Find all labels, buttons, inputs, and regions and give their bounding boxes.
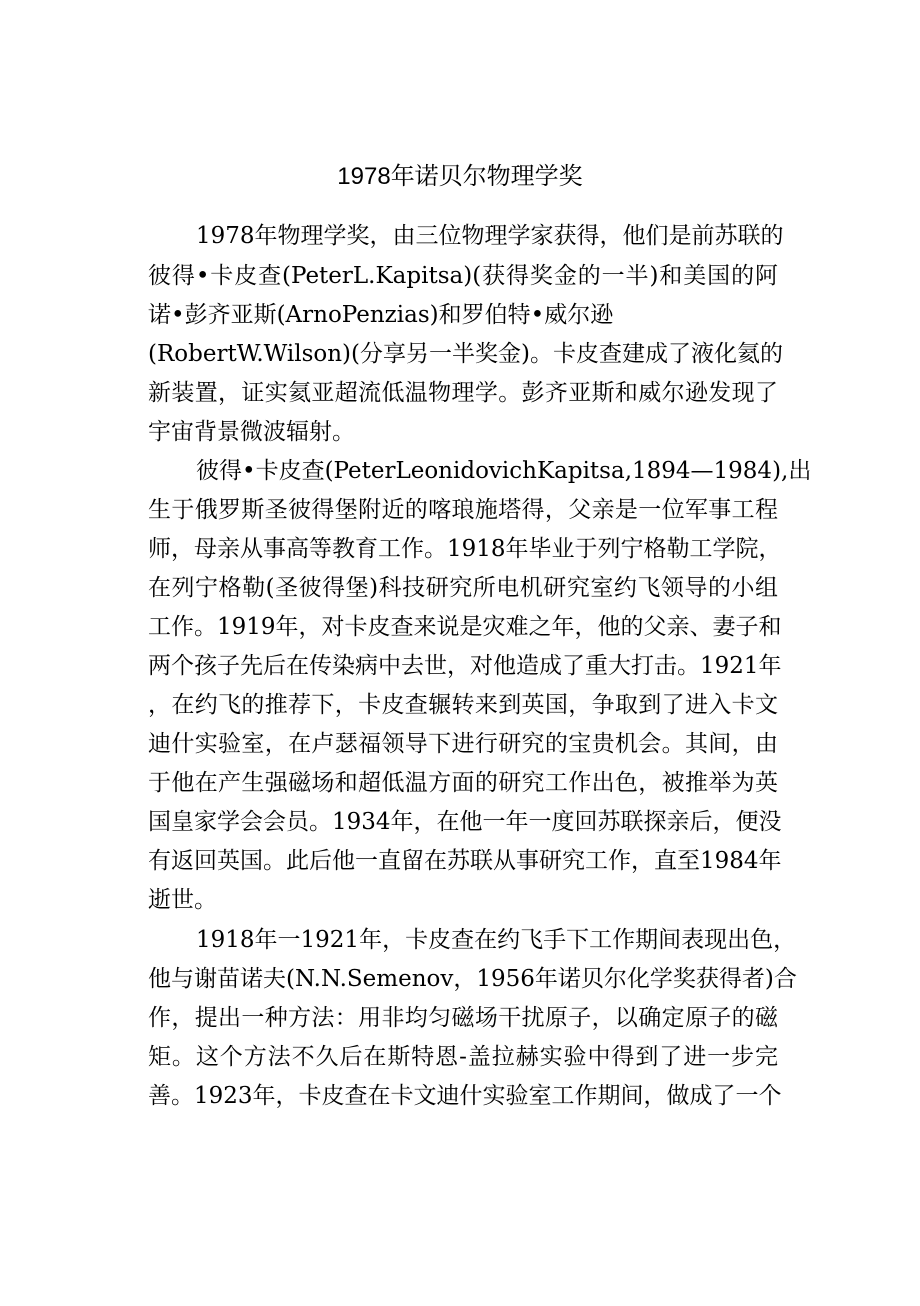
paragraph-3-line-4: 矩。这个方法不久后在斯特恩-盖拉赫实验中得到了进一步完 (148, 1044, 778, 1070)
paragraph-2-line-4: 在列宁格勒(圣彼得堡)科技研究所电机研究室约飞领导的小组 (148, 575, 778, 601)
paragraph-2-line-10: 国皇家学会会员。1934年，在他一年一度回苏联探亲后，便没 (148, 809, 782, 835)
paragraph-1-line-6: 宇宙背景微波辐射。 (148, 419, 355, 445)
paragraph-2-line-7: ，在约飞的推荐下，卡皮查辗转来到英国，争取到了进入卡文 (148, 692, 778, 718)
paragraph-3-line-2: 他与谢苗诺夫(N.N.Semenov，1956年诺贝尔化学奖获得者)合 (148, 966, 797, 992)
paragraph-3-line-1: 1918年一1921年，卡皮查在约飞手下工作期间表现出色， (196, 927, 797, 953)
document-title: 1978年诺贝尔物理学奖 (337, 163, 583, 190)
paragraph-2-line-9: 于他在产生强磁场和超低温方面的研究工作出色，被推举为英 (148, 770, 778, 796)
paragraph-1-line-1: 1978年物理学奖，由三位物理学家获得，他们是前苏联的 (196, 223, 784, 249)
paragraph-2-line-1: 彼得•卡皮查(PeterLeonidovichKapitsa,1894—1984),出 (196, 458, 812, 484)
paragraph-1-line-5: 新装置，证实氦亚超流低温物理学。彭齐亚斯和威尔逊发现了 (148, 380, 778, 406)
paragraph-1-line-3: 诺•彭齐亚斯(ArnoPenzias)和罗伯特•威尔逊 (148, 302, 614, 328)
paragraph-2-line-2: 生于俄罗斯圣彼得堡附近的喀琅施塔得，父亲是一位军事工程 (148, 497, 778, 523)
paragraph-2-line-6: 两个孩子先后在传染病中去世，对他造成了重大打击。1921年 (148, 653, 782, 679)
paragraph-1-line-4: (RobertW.Wilson)(分享另一半奖金)。卡皮查建成了液化氦的 (148, 341, 783, 367)
paragraph-2-line-11: 有返回英国。此后他一直留在苏联从事研究工作，直至1984年 (148, 848, 782, 874)
paragraph-2-line-3: 师，母亲从事高等教育工作。1918年毕业于列宁格勒工学院， (148, 536, 782, 562)
paragraph-2-line-5: 工作。1919年，对卡皮查来说是灾难之年，他的父亲、妻子和 (148, 614, 782, 640)
paragraph-3-line-5: 善。1923年，卡皮查在卡文迪什实验室工作期间，做成了一个 (148, 1083, 782, 1109)
paragraph-3-line-3: 作，提出一种方法：用非均匀磁场干扰原子，以确定原子的磁 (148, 1005, 778, 1031)
paragraph-2-line-12: 逝世。 (148, 887, 217, 913)
paragraph-1-line-2: 彼得•卡皮查(PeterL.Kapitsa)(获得奖金的一半)和美国的阿 (148, 263, 778, 289)
paragraph-2-line-8: 迪什实验室，在卢瑟福领导下进行研究的宝贵机会。其间，由 (148, 731, 778, 757)
